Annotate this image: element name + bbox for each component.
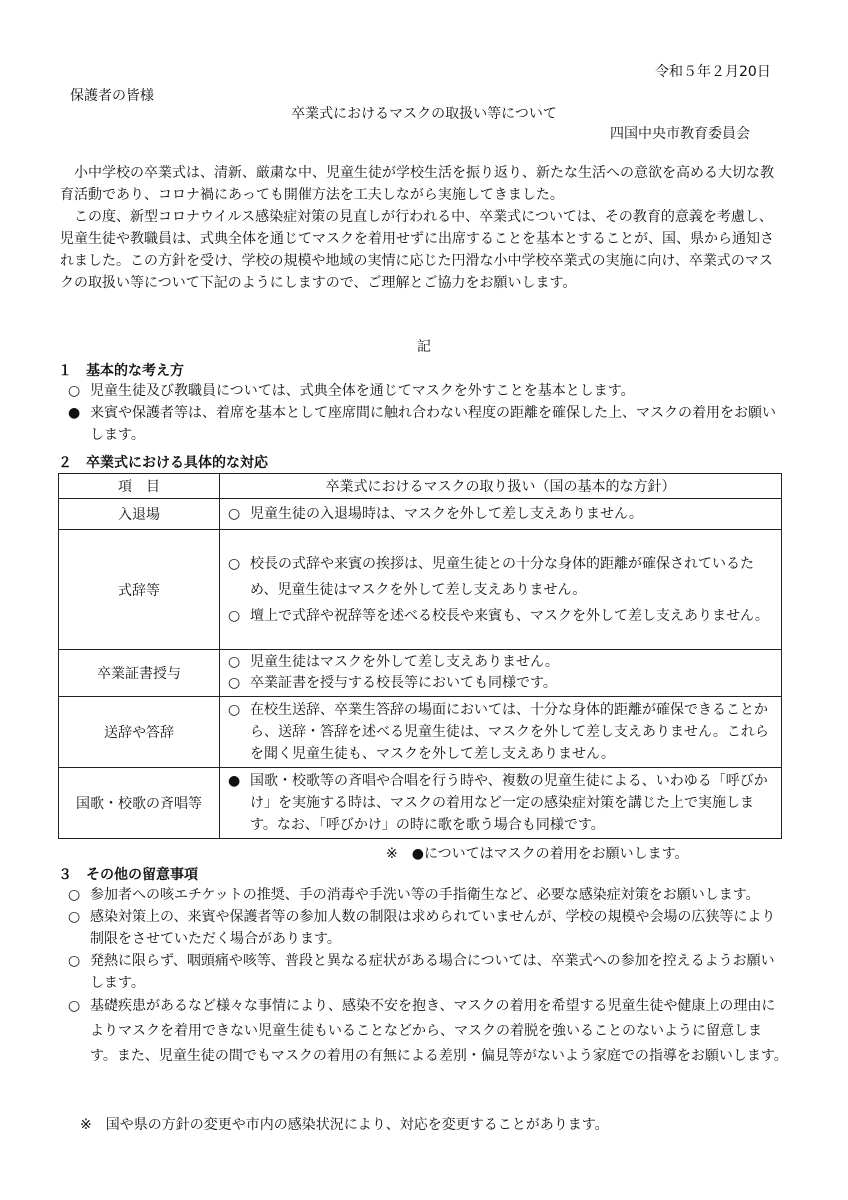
document-date: 令和５年２月20日	[655, 64, 771, 80]
list-item	[68, 402, 788, 446]
intro-text	[60, 162, 780, 294]
column-header: 卒業式におけるマスクの取り扱い（国の基本的な方針）	[220, 474, 782, 499]
circle-bullet-icon: ○	[68, 998, 81, 1014]
list-item	[68, 884, 788, 906]
table-cell-item: 式辞等	[59, 530, 220, 650]
intro-paragraph: 小中学校の卒業式は、清新、厳粛な中、児童生徒が学校生活を振り返り、新たな生活への意欲を高める大切な教育活動であり、コロナ禍にあっても開催方法を工夫しながら実施してきました。	[60, 165, 774, 203]
policy-text: 校長の式辞や来賓の挨拶は、児童生徒との十分な身体的距離が確保されているため、児童生徒はマスクを外して差し支えありません。	[250, 555, 754, 598]
list-item	[68, 950, 788, 994]
list-item-text: 児童生徒及び教職員については、式典全体を通じてマスクを外すことを基本とします。	[90, 383, 635, 399]
table-row	[59, 650, 782, 697]
issuer: 四国中央市教育委員会	[610, 126, 750, 142]
policy-text: 在校生送辞、卒業生答辞の場面においては、十分な身体的距離が確保できることから、送辞・答辞を述べる児童生徒は、マスクを外して差し支えありません。これらを聞く児童生徒も、マスクを外して差し支えありません。	[250, 702, 769, 762]
table-cell-policy	[220, 768, 782, 839]
intro-paragraph: この度、新型コロナウイルス感染症対策の見直しが行われる中、卒業式については、その教育的意義を考慮し、児童生徒や教職員は、式典全体を通じてマスクを着用せずに出席することを基本とすることが、国、県から通知されました。この方針を受け、学校の規模や地域の実情に応じた円滑な小中学校卒業式の実施に向け、卒業式のマスクの取扱い等について下記のようにしますので、ご理解とご協力をお願いします。	[60, 209, 774, 291]
section3-list	[68, 884, 788, 1069]
table-row	[59, 768, 782, 839]
policy-text: 卒業証書を授与する校長等においても同様です。	[250, 675, 557, 691]
document-title: 卒業式におけるマスクの取扱い等について	[291, 106, 557, 122]
circle-bullet-icon: ○	[228, 702, 241, 718]
policy-text: 児童生徒の入退場時は、マスクを外して差し支えありません。	[250, 506, 643, 522]
list-item	[68, 994, 788, 1069]
section1-heading: １ 基本的な考え方	[58, 363, 184, 379]
list-item-text: 基礎疾患があるなど様々な事情により、感染不安を抱き、マスクの着用を希望する児童生徒や健康上の理由によりマスクを着用できない児童生徒もいることなどから、マスクの着脱を強いることのないように留意します。また、児童生徒の間でもマスクの着用の有無による差別・偏見等がないよう家庭での指導をお願いします。	[90, 998, 788, 1064]
table-cell-item: 入退場	[59, 499, 220, 530]
table-cell-policy	[220, 530, 782, 650]
list-item-text: 参加者への咳エチケットの推奨、手の消毒や手洗い等の手指衛生など、必要な感染症対策をお願いします。	[90, 887, 760, 903]
circle-bullet-icon: ○	[68, 909, 81, 925]
column-header: 項 目	[59, 474, 220, 499]
mask-policy-table	[58, 473, 782, 839]
circle-bullet-icon: ○	[68, 887, 81, 903]
policy-text: 児童生徒はマスクを外して差し支えありません。	[250, 654, 559, 670]
section3-heading: ３ その他の留意事項	[58, 867, 198, 883]
table-row	[59, 697, 782, 768]
table-cell-policy	[220, 697, 782, 768]
addressee: 保護者の皆様	[70, 88, 154, 104]
circle-bullet-icon: ○	[68, 383, 81, 399]
table-row	[59, 530, 782, 650]
policy-text: 国歌・校歌等の斉唱や合唱を行う時や、複数の児童生徒による、いわゆる「呼びかけ」を実施する時は、マスクの着用など一定の感染症対策を講じた上で実施します。なお、「呼びかけ」の時に歌を歌う場合も同様です。	[250, 773, 768, 833]
table-cell-item: 国歌・校歌の斉唱等	[59, 768, 220, 839]
table-cell-item: 卒業証書授与	[59, 650, 220, 697]
circle-bullet-icon: ○	[68, 953, 81, 969]
circle-bullet-icon: ○	[228, 555, 241, 572]
closing-note: ※ 国や県の方針の変更や市内の感染状況により、対応を変更することがあります。	[80, 1117, 609, 1133]
ki-heading: 記	[417, 339, 431, 355]
table-cell-item: 送辞や答辞	[59, 697, 220, 768]
circle-bullet-icon: ○	[228, 506, 241, 522]
list-item-text: 発熱に限らず、咽頭痛や咳等、普段と異なる症状がある場合については、卒業式への参加を控えるようお願いします。	[90, 953, 775, 991]
circle-bullet-icon: ○	[228, 607, 241, 624]
list-item	[68, 380, 788, 402]
circle-bullet-icon: ○	[228, 675, 241, 691]
filled-circle-bullet-icon: ●	[68, 405, 81, 421]
table-header-row	[59, 474, 782, 499]
table-cell-policy	[220, 499, 782, 530]
circle-bullet-icon: ○	[228, 654, 241, 670]
policy-text: 壇上で式辞や祝辞等を述べる校長や来賓も、マスクを外して差し支えありません。	[250, 607, 769, 624]
table-row	[59, 499, 782, 530]
table-cell-policy	[220, 650, 782, 697]
list-item-text: 感染対策上の、来賓や保護者等の参加人数の制限は求められていませんが、学校の規模や会場の広狭等により制限をさせていただく場合があります。	[90, 909, 776, 947]
filled-circle-bullet-icon: ●	[228, 773, 241, 789]
list-item-text: 来賓や保護者等は、着席を基本として座席間に触れ合わない程度の距離を確保した上、マスクの着用をお願いします。	[90, 405, 776, 443]
section1-list	[68, 380, 788, 446]
section2-heading: ２ 卒業式における具体的な対応	[58, 455, 268, 471]
list-item	[68, 906, 788, 950]
table-note: ※ ●についてはマスクの着用をお願いします。	[386, 846, 689, 862]
